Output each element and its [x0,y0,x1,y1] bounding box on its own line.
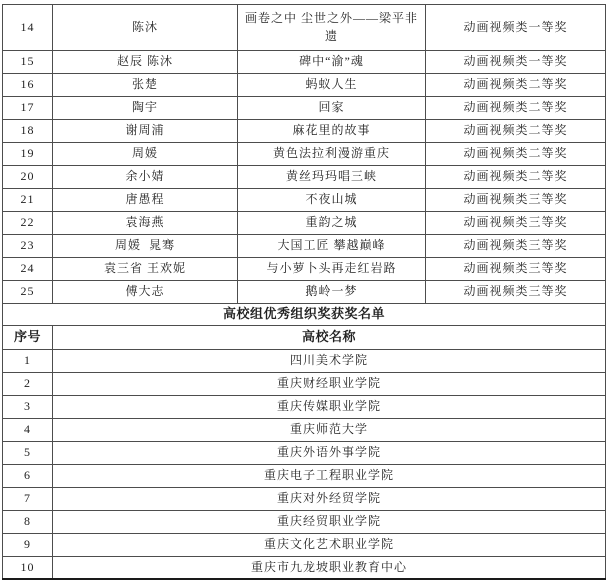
award-row [3,143,606,166]
row-number: 5 [3,441,53,464]
award-cell: 动画视频类三等奖 [426,212,606,235]
author-cell: 张楚 [53,74,238,97]
university-row [3,349,606,372]
university-row [3,556,606,579]
award-row [3,212,606,235]
university-row [3,372,606,395]
university-name-cell: 重庆传媒职业学院 [53,395,606,418]
university-name-cell: 重庆市九龙坡职业教育中心 [53,556,606,579]
row-number: 24 [3,258,53,281]
author-cell: 赵辰 陈沐 [53,51,238,74]
work-title-cell: 与小萝卜头再走红岩路 [238,258,426,281]
row-number: 22 [3,212,53,235]
work-title-cell: 大国工匠 攀越巅峰 [238,235,426,258]
university-section [3,304,606,350]
author-cell: 余小婧 [53,166,238,189]
row-number: 3 [3,395,53,418]
award-cell: 动画视频类二等奖 [426,120,606,143]
university-row [3,510,606,533]
row-number: 7 [3,487,53,510]
row-number: 21 [3,189,53,212]
row-number: 1 [3,349,53,372]
row-number: 17 [3,97,53,120]
row-number: 10 [3,556,53,579]
award-row [3,74,606,97]
award-row [3,258,606,281]
award-list [3,5,606,304]
university-row [3,395,606,418]
author-cell: 袁三省 王欢妮 [53,258,238,281]
author-cell: 陶宇 [53,97,238,120]
award-row [3,281,606,304]
author-cell: 谢周浦 [53,120,238,143]
award-row [3,51,606,74]
author-cell: 傅大志 [53,281,238,304]
university-name-cell: 重庆师范大学 [53,418,606,441]
university-row [3,418,606,441]
work-title-cell: 回家 [238,97,426,120]
award-cell: 动画视频类三等奖 [426,281,606,304]
row-number: 25 [3,281,53,304]
author-cell: 陈沐 [53,5,238,51]
row-number: 8 [3,510,53,533]
author-cell: 周媛 晁骞 [53,235,238,258]
university-name-cell: 重庆对外经贸学院 [53,487,606,510]
award-cell: 动画视频类二等奖 [426,143,606,166]
award-cell: 动画视频类一等奖 [426,5,606,51]
work-title-cell: 画卷之中 尘世之外——梁平非遗 [238,5,426,51]
awards-table [2,4,606,580]
award-cell: 动画视频类二等奖 [426,166,606,189]
column-header-row [3,325,606,349]
header-university-name: 高校名称 [53,325,606,349]
award-row [3,189,606,212]
row-number: 4 [3,418,53,441]
work-title-cell: 不夜山城 [238,189,426,212]
work-title-cell: 麻花里的故事 [238,120,426,143]
award-cell: 动画视频类一等奖 [426,51,606,74]
award-cell: 动画视频类三等奖 [426,235,606,258]
award-row [3,97,606,120]
row-number: 18 [3,120,53,143]
award-cell: 动画视频类三等奖 [426,189,606,212]
university-name-cell: 重庆经贸职业学院 [53,510,606,533]
work-title-cell: 黄色法拉利漫游重庆 [238,143,426,166]
row-number: 14 [3,5,53,51]
section-title: 高校组优秀组织奖获奖名单 [3,304,606,326]
author-cell: 唐愚程 [53,189,238,212]
row-number: 6 [3,464,53,487]
university-row [3,487,606,510]
award-cell: 动画视频类二等奖 [426,97,606,120]
university-row [3,441,606,464]
section-title-row [3,304,606,326]
work-title-cell: 鹅岭一梦 [238,281,426,304]
award-cell: 动画视频类三等奖 [426,258,606,281]
award-cell: 动画视频类二等奖 [426,74,606,97]
award-row [3,166,606,189]
university-list [3,349,606,579]
row-number: 23 [3,235,53,258]
university-name-cell: 重庆电子工程职业学院 [53,464,606,487]
work-title-cell: 黄丝玛玛唱三峡 [238,166,426,189]
university-name-cell: 重庆文化艺术职业学院 [53,533,606,556]
row-number: 9 [3,533,53,556]
award-row [3,5,606,51]
university-name-cell: 四川美术学院 [53,349,606,372]
work-title-cell: 重韵之城 [238,212,426,235]
header-no: 序号 [3,325,53,349]
author-cell: 周媛 [53,143,238,166]
university-row [3,533,606,556]
row-number: 20 [3,166,53,189]
award-row [3,120,606,143]
work-title-cell: 蚂蚁人生 [238,74,426,97]
university-row [3,464,606,487]
university-name-cell: 重庆财经职业学院 [53,372,606,395]
award-row [3,235,606,258]
row-number: 2 [3,372,53,395]
row-number: 16 [3,74,53,97]
university-name-cell: 重庆外语外事学院 [53,441,606,464]
row-number: 15 [3,51,53,74]
author-cell: 袁海燕 [53,212,238,235]
row-number: 19 [3,143,53,166]
work-title-cell: 碑中“渝”魂 [238,51,426,74]
